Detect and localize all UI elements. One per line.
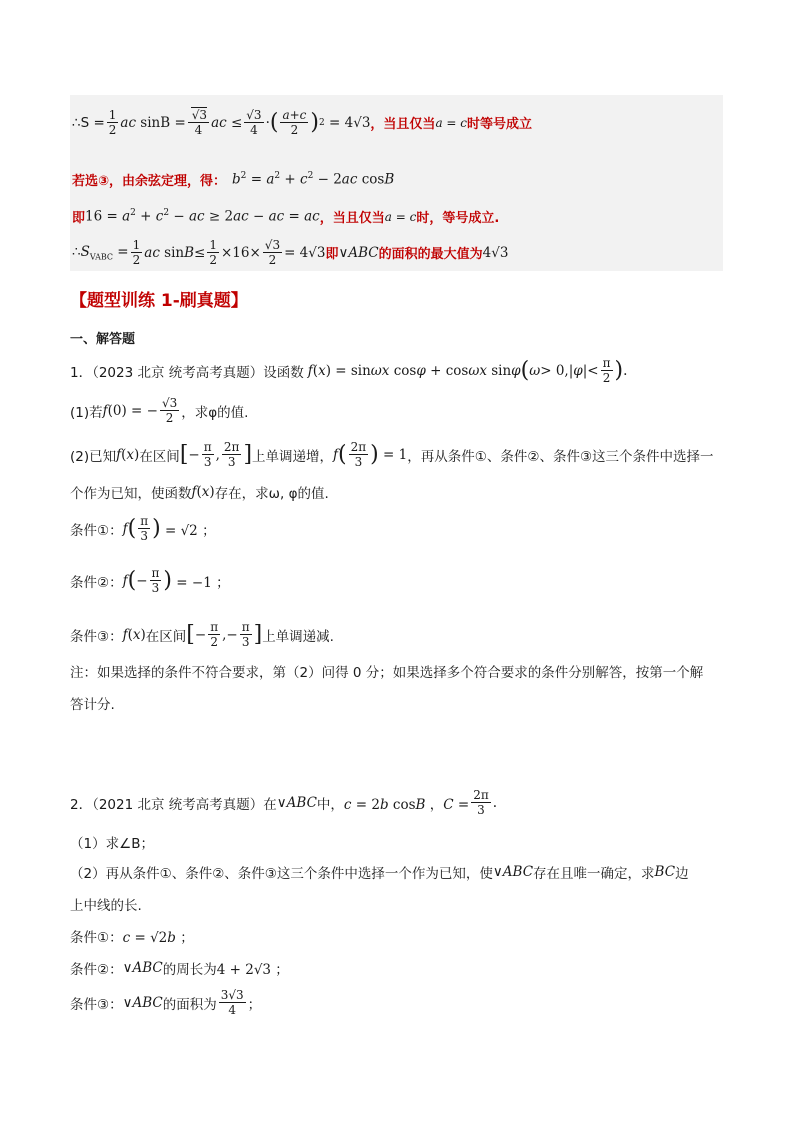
fraction: $\frac{\pi}{2}$ [602, 356, 611, 385]
choose-condition-text: ，再从条件①、条件②、条件③这三个条件中选择一 [407, 448, 714, 465]
q1-intro: 1．（2023 北京 统考高考真题）设函数 f(x) = sinωx cosφ + cosωx sinφ ( ω > 0,| φ |< $\frac{\pi}{2}$ ) . [70, 356, 628, 385]
fraction: $\frac{1}{2}$ [132, 238, 141, 267]
q2-condition-1-label: 条件①： [70, 930, 123, 946]
solution-line-1: ∴S = $\frac{1}{2}$ ac sinB = $\frac{√3}{4}$ ac ≤ $\frac{√3}{4}$ · ( $\frac{a+c}{2}$ ) 2 = 4√3 ，当且仅当 a = c 时等号成立 [72, 108, 533, 137]
equality-text: 时等号成立 [467, 117, 533, 132]
area-text: 的面积为 [162, 996, 217, 1013]
fraction: $\frac{1}{2}$ [209, 238, 217, 267]
q2-part2-line1: （2）再从条件①、条件②、条件③这三个条件中选择一个作为已知，使 ∨ABC 存在且唯一确定，求 BC 边 [70, 864, 689, 882]
interval-label-2: 在区间 [145, 628, 187, 645]
fraction: $\frac{√3}{4}$ [246, 108, 262, 137]
q1-intro-text: 1．（2023 北京 统考高考真题）设函数 [70, 364, 304, 381]
section-title: 【题型训练 1-刷真题】 [70, 291, 248, 311]
solution-line-2: 若选③，由余弦定理，得： $b^2 = a^2 + c^2 - 2ac$ cosB [72, 171, 395, 189]
fraction: $\frac{\pi}{3}$ [140, 514, 149, 543]
q1-condition-2: 条件②： f ( − $\frac{\pi}{3}$ ) = −1 ； [70, 566, 230, 595]
q1-part1-label: (1)若 [70, 404, 103, 421]
existence-text: 个作为已知，使函数 [70, 486, 192, 502]
q2-part2-text: （2）再从条件①、条件②、条件③这三个条件中选择一个作为已知，使 [70, 866, 493, 882]
q2-condition-2-label: 条件②： [70, 962, 123, 978]
condition-2-label: 条件②： [70, 574, 123, 591]
q2-part2-side: 边 [675, 866, 689, 882]
q1-note-line1: 注：如果选择的条件不符合要求，第（2）问得 0 分；如果选择多个符合要求的条件分别解答，按第一个解 [70, 665, 704, 681]
equality-condition: ，当且仅当 [370, 117, 436, 132]
fraction: $\frac{2\pi}{3}$ [350, 440, 367, 469]
q2-condition-3-label: 条件③： [70, 996, 123, 1013]
choice-3-text: 若选③，由余弦定理，得： [72, 174, 227, 189]
conclusion-text: 的面积的最大值为 [378, 247, 483, 262]
decreasing-text: 上单调递减. [262, 628, 334, 645]
q1-note-line2: 答计分. [70, 697, 115, 713]
fraction: $\frac{2\pi}{3}$ [473, 788, 489, 817]
fraction: $\frac{a+c}{2}$ [282, 108, 307, 137]
q1-part2-line1: (2)已知 f(x) 在区间 [ − $\frac{\pi}{3}$ , $\frac{2\pi}{3}$ ] 上单调递增， f ( $\frac{2\pi}{3}$ ) = 1 ，再从条件①、条件②、条件③这三个条件中选择一 [70, 440, 714, 469]
fraction: $\frac{√3}{4}$ [188, 108, 209, 137]
fraction: $\frac{\pi}{3}$ [203, 440, 212, 469]
fraction: $\frac{1}{2}$ [108, 108, 117, 137]
q1-condition-1: 条件①： f ( $\frac{\pi}{3}$ ) = √2 ； [70, 514, 216, 543]
fraction: $\frac{2\pi}{3}$ [223, 440, 240, 469]
q2-condition-2: 条件②： ∨ABC 的周长为 4 + 2√3 ； [70, 960, 289, 978]
condition-3-label: 条件③： [70, 628, 123, 645]
perimeter-text: 的周长为 [162, 962, 217, 978]
q1-part1: (1)若 f(0) = − $\frac{√3}{2}$ ，求φ的值. [70, 396, 249, 425]
q1-part1-tail: ，求φ的值. [181, 404, 249, 421]
conclusion-prefix: 即 [325, 247, 339, 262]
solution-line-4: $\therefore S_{VABC}$ = $\frac{1}{2}$ ac sin B ≤ $\frac{1}{2}$ ×16× $\frac{√3}{2}$ = 4√3 即 ∨ABC 的面积的最大值为 4√3 [72, 238, 509, 267]
q2-part1: （1）求∠B； [70, 836, 154, 852]
fraction: $\frac{\pi}{3}$ [151, 566, 160, 595]
q1-part2-label: (2)已知 [70, 448, 117, 465]
q1-condition-3: 条件③： f(x) 在区间 [ − $\frac{\pi}{2}$ ,− $\frac{\pi}{3}$ ] 上单调递减. [70, 620, 334, 649]
q2-part2-line2: 上中线的长. [70, 898, 142, 914]
q2-intro-text: 2．（2021 北京 统考高考真题）在 [70, 796, 277, 813]
interval-label: 在区间 [139, 448, 180, 465]
q2-part2-unique: 存在且唯一确定，求 [533, 866, 655, 882]
section-subtitle: 一、解答题 [70, 332, 136, 347]
equality-text-2: 时，等号成立. [416, 211, 500, 226]
fraction: $\frac{√3}{2}$ [161, 396, 178, 425]
fraction: $\frac{3√3}{4}$ [220, 988, 244, 1017]
q2-condition-3: 条件③： ∨ABC 的面积为 $\frac{3√3}{4}$ ； [70, 988, 262, 1017]
solution-line-3: 即 $16 = a^2 + c^2$ − ac ≥ 2ac − ac = ac ，当且仅当 a = c 时，等号成立. [72, 208, 500, 226]
q2-intro: 2．（2021 北京 统考高考真题）在 ∨ABC 中， c = 2b cosB ，C = $\frac{2\pi}{3}$ . [70, 788, 498, 817]
fraction: $\frac{\pi}{3}$ [241, 620, 250, 649]
q2-intro-mid: 中， [316, 796, 344, 813]
fraction: $\frac{√3}{2}$ [264, 238, 281, 267]
area-formula-prefix: ∴S = [72, 114, 105, 131]
increasing-text: 上单调递增， [252, 448, 334, 465]
fraction: $\frac{\pi}{2}$ [210, 620, 219, 649]
find-text: 存在，求ω, φ的值. [214, 486, 329, 502]
q1-part2-line2: 个作为已知，使函数 f(x) 存在，求ω, φ的值. [70, 484, 329, 502]
condition-1-label: 条件①： [70, 522, 123, 539]
q2-condition-1: 条件①： c = √2b ； [70, 926, 194, 946]
equality-condition-2: ，当且仅当 [319, 211, 385, 226]
